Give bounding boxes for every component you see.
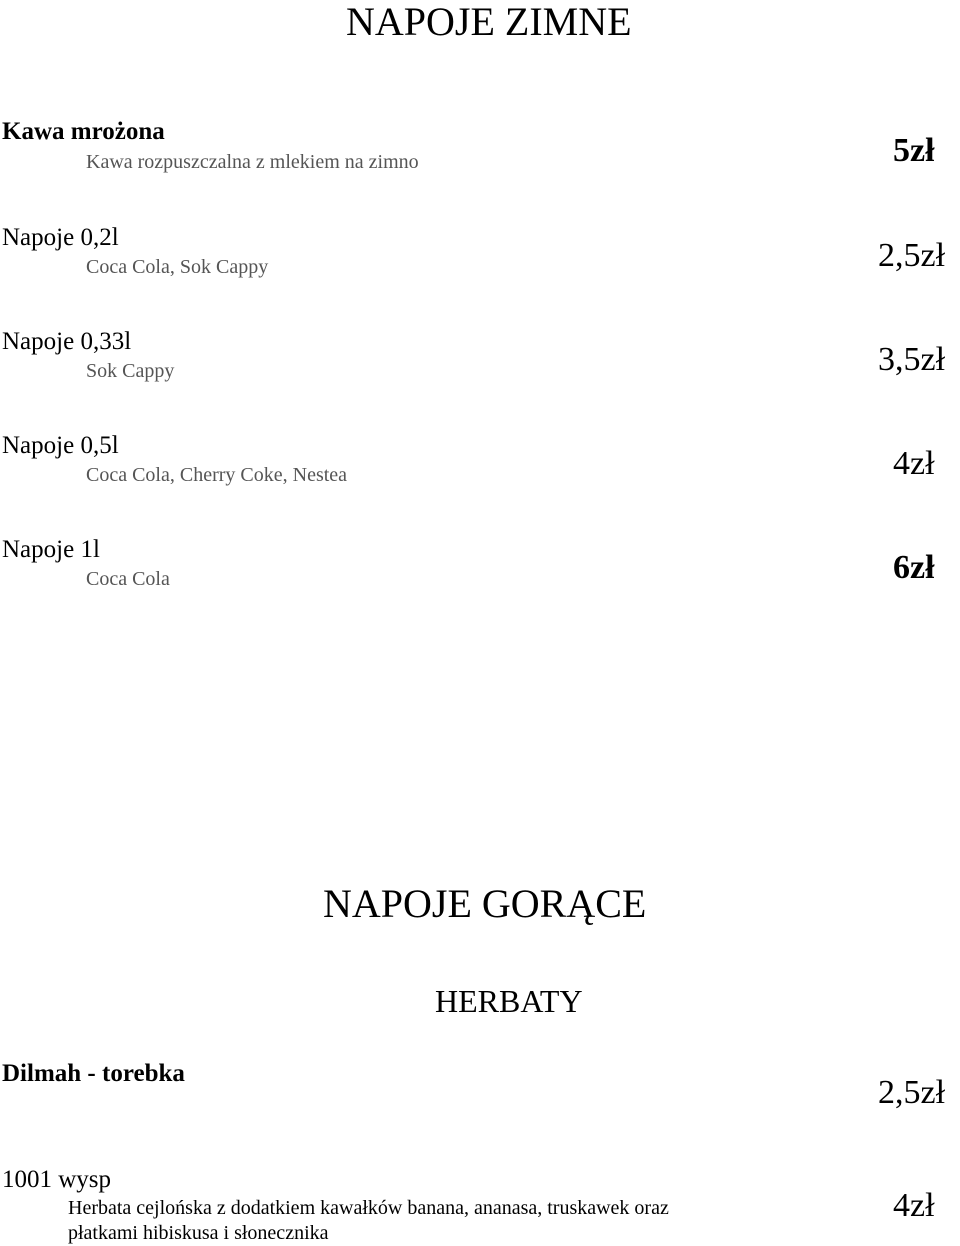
item-price: 6zł [893, 549, 935, 586]
item-description: płatkami hibiskusa i słonecznika [68, 1222, 329, 1244]
item-description: Coca Cola [86, 568, 170, 590]
item-name: Napoje 0,33l [2, 328, 132, 355]
subsection-title: HERBATY [435, 983, 583, 1019]
item-name: Kawa mrożona [2, 118, 165, 145]
item-price: 3,5zł [878, 341, 946, 378]
item-price: 5zł [893, 132, 935, 169]
item-price: 2,5zł [878, 1074, 946, 1111]
hot-section-title: NAPOJE GORĄCE [323, 881, 647, 926]
item-name: Napoje 0,2l [2, 224, 119, 251]
item-name: Napoje 1l [2, 536, 100, 563]
item-price: 4zł [893, 1187, 935, 1224]
item-description: Kawa rozpuszczalna z mlekiem na zimno [86, 151, 419, 173]
cold-section-title: NAPOJE ZIMNE [346, 0, 632, 44]
item-description: Coca Cola, Sok Cappy [86, 256, 269, 278]
item-name: Napoje 0,5l [2, 432, 119, 459]
item-description: Herbata cejlońska z dodatkiem kawałków banana, ananasa, truskawek oraz [68, 1197, 669, 1219]
item-description: Sok Cappy [86, 360, 175, 382]
item-name: Dilmah - torebka [2, 1060, 185, 1087]
item-price: 4zł [893, 445, 935, 482]
item-name: 1001 wysp [2, 1166, 112, 1193]
item-price: 2,5zł [878, 237, 946, 274]
item-description: Coca Cola, Cherry Coke, Nestea [86, 464, 348, 486]
